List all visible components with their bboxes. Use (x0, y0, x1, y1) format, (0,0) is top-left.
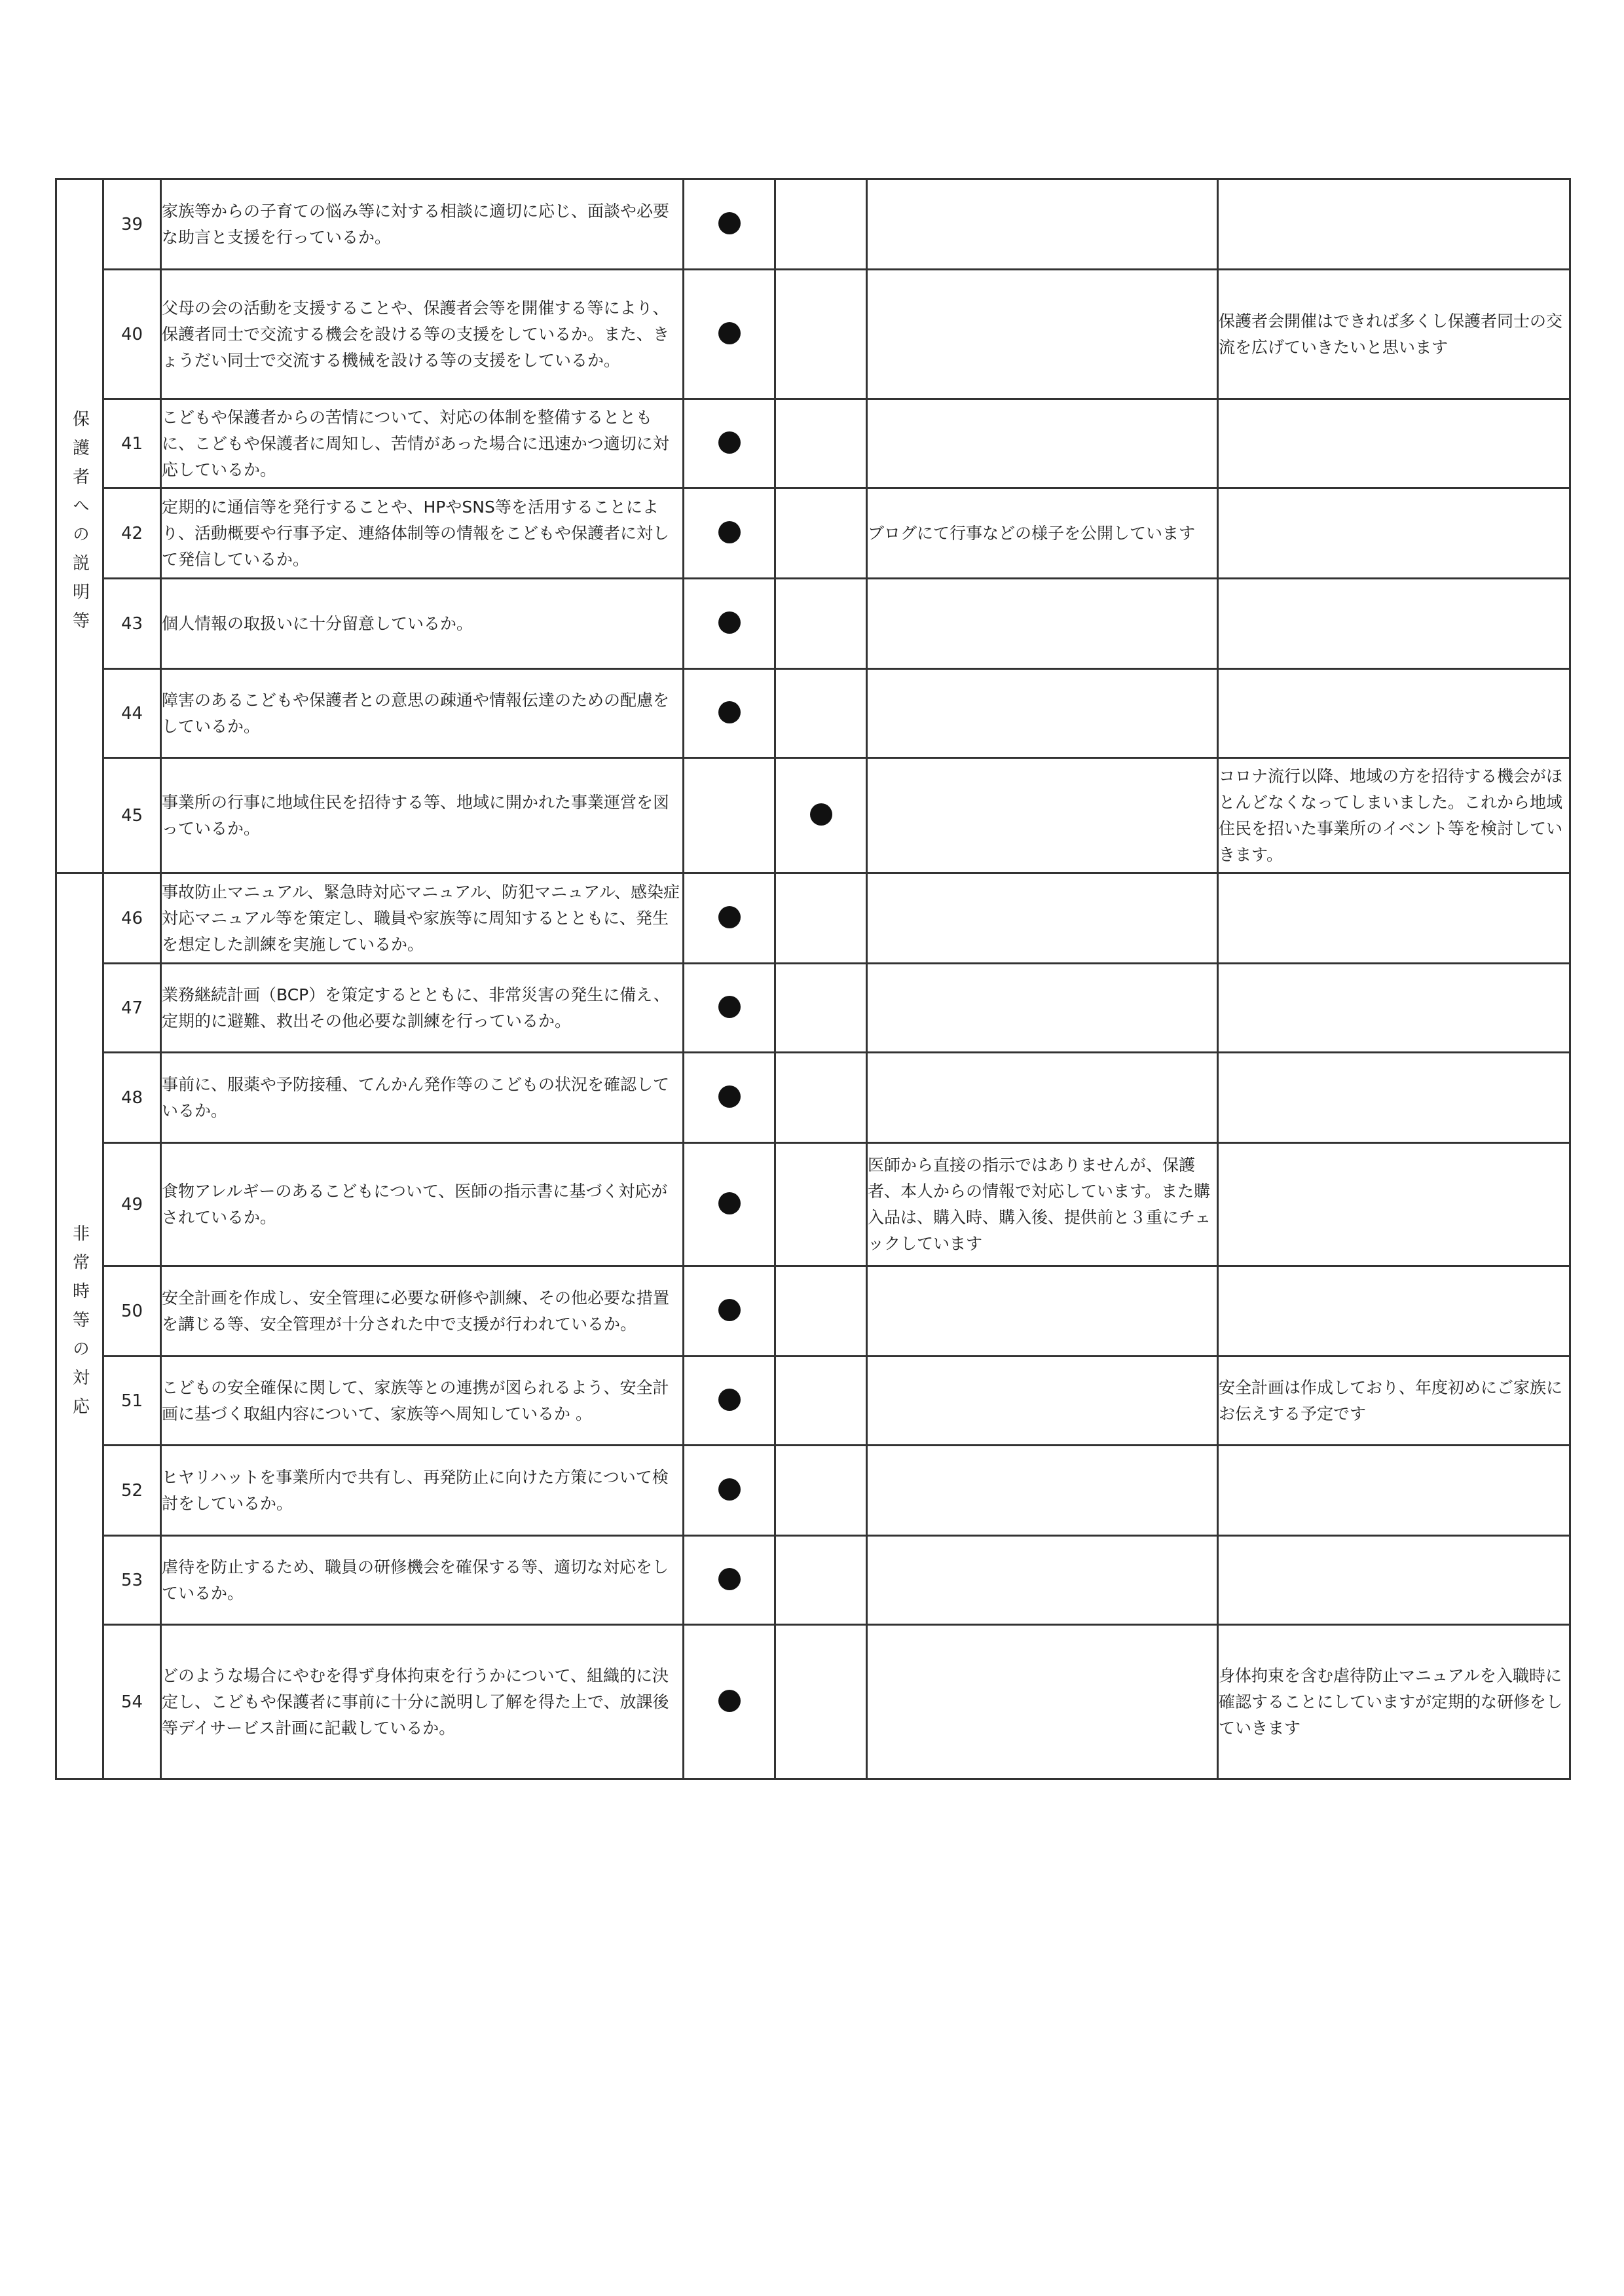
comment-cell (867, 1536, 1218, 1625)
improvement-cell (1218, 964, 1570, 1053)
no-mark-cell (775, 758, 867, 873)
question-text: 家族等からの子育ての悩み等に対する相談に適切に応じ、面談や必要な助言と支援を行っているか。 (161, 179, 684, 270)
question-text: 個人情報の取扱いに十分留意しているか。 (161, 579, 684, 669)
yes-mark-cell (684, 873, 775, 964)
yes-mark-cell (684, 964, 775, 1053)
no-mark-cell (775, 1266, 867, 1357)
item-number: 53 (103, 1536, 161, 1625)
improvement-cell (1218, 1143, 1570, 1266)
table-row (56, 758, 1570, 873)
item-number: 52 (103, 1446, 161, 1536)
question-text: こどもや保護者からの苦情について、対応の体制を整備するとともに、こどもや保護者に周知し、苦情があった場合に迅速かつ適切に対応しているか。 (161, 399, 684, 488)
question-text: 業務継続計画（BCP）を策定するとともに、非常災害の発生に備え、定期的に避難、救出その他必要な訓練を行っているか。 (161, 964, 684, 1053)
comment-cell (867, 1266, 1218, 1357)
no-mark-cell (775, 1357, 867, 1446)
item-number: 42 (103, 488, 161, 579)
no-mark-cell (775, 579, 867, 669)
question-text: 障害のあるこどもや保護者との意思の疎通や情報伝達のための配慮をしているか。 (161, 669, 684, 758)
no-mark-cell (775, 669, 867, 758)
question-text: 父母の会の活動を支援することや、保護者会等を開催する等により、保護者同士で交流する機会を設ける等の支援をしているか。また、きょうだい同士で交流する機械を設ける等の支援をしているか。 (161, 270, 684, 399)
comment-cell (867, 1357, 1218, 1446)
no-mark-cell (775, 399, 867, 488)
comment-cell: ブログにて行事などの様子を公開しています (867, 488, 1218, 579)
comment-cell (867, 1625, 1218, 1779)
no-mark-cell (775, 1053, 867, 1143)
filled-circle-icon (718, 1478, 741, 1501)
improvement-cell (1218, 1266, 1570, 1357)
improvement-cell: 安全計画は作成しており、年度初めにご家族にお伝えする予定です (1218, 1357, 1570, 1446)
yes-mark-cell (684, 399, 775, 488)
table-row (56, 1266, 1570, 1357)
item-number: 45 (103, 758, 161, 873)
yes-mark-cell (684, 669, 775, 758)
table-row (56, 1053, 1570, 1143)
table-row (56, 1143, 1570, 1266)
improvement-cell (1218, 179, 1570, 270)
no-mark-cell (775, 1143, 867, 1266)
comment-cell (867, 179, 1218, 270)
item-number: 51 (103, 1357, 161, 1446)
filled-circle-icon (718, 431, 741, 454)
comment-cell (867, 270, 1218, 399)
filled-circle-icon (718, 611, 741, 634)
no-mark-cell (775, 270, 867, 399)
comment-cell (867, 758, 1218, 873)
yes-mark-cell (684, 179, 775, 270)
comment-cell: 医師から直接の指示ではありませんが、保護者、本人からの情報で対応しています。また購入品は、購入時、購入後、提供前と３重にチェックしています (867, 1143, 1218, 1266)
no-mark-cell (775, 964, 867, 1053)
yes-mark-cell (684, 1357, 775, 1446)
no-mark-cell (775, 1536, 867, 1625)
table-row (56, 488, 1570, 579)
yes-mark-cell (684, 1266, 775, 1357)
filled-circle-icon (718, 1085, 741, 1108)
filled-circle-icon (718, 212, 741, 234)
item-number: 48 (103, 1053, 161, 1143)
comment-cell (867, 964, 1218, 1053)
question-text: こどもの安全確保に関して、家族等との連携が図られるよう、安全計画に基づく取組内容について、家族等へ周知しているか 。 (161, 1357, 684, 1446)
table-row (56, 179, 1570, 270)
question-text: 事故防止マニュアル、緊急時対応マニュアル、防犯マニュアル、感染症対応マニュアル等を策定し、職員や家族等に周知するとともに、発生を想定した訓練を実施しているか。 (161, 873, 684, 964)
filled-circle-icon (718, 906, 741, 928)
item-number: 44 (103, 669, 161, 758)
filled-circle-icon (718, 1568, 741, 1590)
filled-circle-icon (718, 1299, 741, 1321)
yes-mark-cell (684, 1053, 775, 1143)
yes-mark-cell (684, 1625, 775, 1779)
no-mark-cell (775, 179, 867, 270)
yes-mark-cell (684, 1536, 775, 1625)
no-mark-cell (775, 873, 867, 964)
category-label: 非常時等の対応 (69, 1224, 90, 1426)
table-row (56, 873, 1570, 964)
item-number: 49 (103, 1143, 161, 1266)
item-number: 40 (103, 270, 161, 399)
table-row (56, 1446, 1570, 1536)
yes-mark-cell (684, 758, 775, 873)
improvement-cell (1218, 579, 1570, 669)
improvement-cell (1218, 873, 1570, 964)
filled-circle-icon (810, 803, 832, 826)
item-number: 54 (103, 1625, 161, 1779)
category-label: 保護者への説明等 (69, 409, 90, 640)
yes-mark-cell (684, 1446, 775, 1536)
improvement-cell: コロナ流行以降、地域の方を招待する機会がほとんどなくなってしまいました。これから地域住民を招いた事業所のイベント等を検討していきます。 (1218, 758, 1570, 873)
comment-cell (867, 579, 1218, 669)
comment-cell (867, 1053, 1218, 1143)
improvement-cell (1218, 1536, 1570, 1625)
question-text: 事前に、服薬や予防接種、てんかん発作等のこどもの状況を確認しているか。 (161, 1053, 684, 1143)
yes-mark-cell (684, 579, 775, 669)
item-number: 41 (103, 399, 161, 488)
no-mark-cell (775, 488, 867, 579)
question-text: 安全計画を作成し、安全管理に必要な研修や訓練、その他必要な措置を講じる等、安全管理が十分された中で支援が行われているか。 (161, 1266, 684, 1357)
filled-circle-icon (718, 1192, 741, 1214)
filled-circle-icon (718, 1389, 741, 1411)
item-number: 39 (103, 179, 161, 270)
item-number: 46 (103, 873, 161, 964)
question-text: 虐待を防止するため、職員の研修機会を確保する等、適切な対応をしているか。 (161, 1536, 684, 1625)
question-text: 事業所の行事に地域住民を招待する等、地域に開かれた事業運営を図っているか。 (161, 758, 684, 873)
filled-circle-icon (718, 521, 741, 543)
improvement-cell (1218, 1446, 1570, 1536)
filled-circle-icon (718, 701, 741, 723)
improvement-cell: 身体拘束を含む虐待防止マニュアルを入職時に確認することにしていますが定期的な研修をしていきます (1218, 1625, 1570, 1779)
question-text: 定期的に通信等を発行することや、HPやSNS等を活用することにより、活動概要や行事予定、連絡体制等の情報をこどもや保護者に対して発信しているか。 (161, 488, 684, 579)
yes-mark-cell (684, 270, 775, 399)
evaluation-table (55, 178, 1571, 1780)
item-number: 43 (103, 579, 161, 669)
table-row (56, 964, 1570, 1053)
table-row (56, 1536, 1570, 1625)
table-row (56, 1625, 1570, 1779)
question-text: どのような場合にやむを得ず身体拘束を行うかについて、組織的に決定し、こどもや保護者に事前に十分に説明し了解を得た上で、放課後等デイサービス計画に記載しているか。 (161, 1625, 684, 1779)
comment-cell (867, 669, 1218, 758)
item-number: 47 (103, 964, 161, 1053)
question-text: ヒヤリハットを事業所内で共有し、再発防止に向けた方策について検討をしているか。 (161, 1446, 684, 1536)
item-number: 50 (103, 1266, 161, 1357)
filled-circle-icon (718, 1690, 741, 1712)
table-row (56, 270, 1570, 399)
improvement-cell (1218, 669, 1570, 758)
table-row (56, 1357, 1570, 1446)
improvement-cell (1218, 488, 1570, 579)
comment-cell (867, 873, 1218, 964)
category-emergency-response (56, 873, 103, 1779)
filled-circle-icon (718, 996, 741, 1018)
category-parents-explanation (56, 179, 103, 873)
no-mark-cell (775, 1625, 867, 1779)
improvement-cell (1218, 399, 1570, 488)
comment-cell (867, 1446, 1218, 1536)
yes-mark-cell (684, 488, 775, 579)
table-row (56, 579, 1570, 669)
table-row (56, 399, 1570, 488)
improvement-cell (1218, 1053, 1570, 1143)
no-mark-cell (775, 1446, 867, 1536)
yes-mark-cell (684, 1143, 775, 1266)
question-text: 食物アレルギーのあるこどもについて、医師の指示書に基づく対応がされているか。 (161, 1143, 684, 1266)
improvement-cell: 保護者会開催はできれば多くし保護者同士の交流を広げていきたいと思います (1218, 270, 1570, 399)
filled-circle-icon (718, 322, 741, 344)
comment-cell (867, 399, 1218, 488)
table-row (56, 669, 1570, 758)
